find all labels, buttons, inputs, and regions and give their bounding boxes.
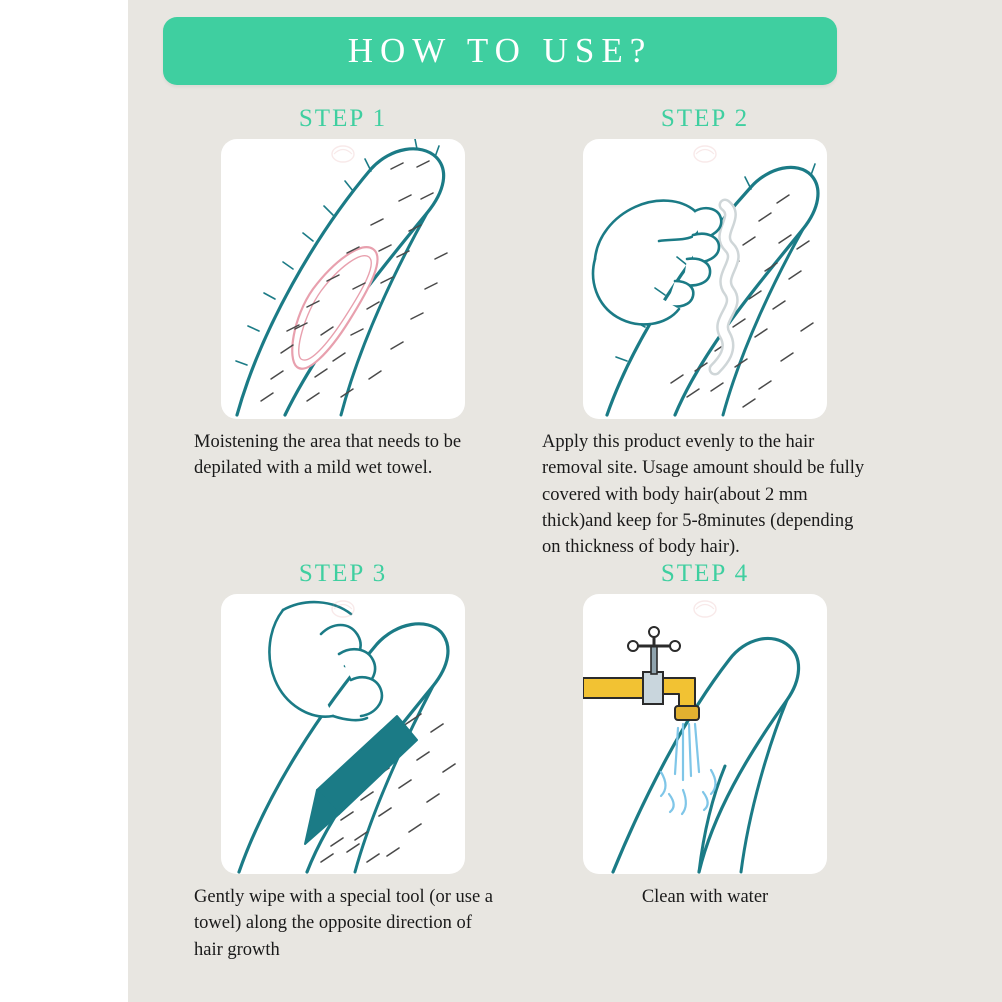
step-3-illustration <box>221 594 465 874</box>
hand-applying-cream-drawing <box>583 139 827 419</box>
step-3-label: STEP 3 <box>298 560 388 587</box>
step-4-label: STEP 4 <box>660 560 750 587</box>
leg-with-towel-drawing <box>221 139 465 419</box>
header-banner <box>163 17 837 85</box>
step-2-label: STEP 2 <box>660 105 750 132</box>
step-4-illustration <box>583 594 827 874</box>
step-1-label: STEP 1 <box>298 105 388 132</box>
step-2 <box>540 105 870 560</box>
step-1 <box>188 105 498 482</box>
step-4 <box>540 560 870 910</box>
step-2-caption: Apply this product evenly to the hair removal site. Usage amount should be fully covered with body hair(about 2 mm thick)and keep for 5-8minutes (depending on thickness of body hair). <box>542 432 865 558</box>
step-2-illustration <box>583 139 827 419</box>
faucet-rinsing-leg-drawing <box>583 594 827 874</box>
wiping-with-tool-drawing <box>221 594 465 874</box>
step-1-caption: Moistening the area that needs to be depilated with a mild wet towel. <box>194 432 462 479</box>
step-4-caption: Clean with water <box>641 887 769 907</box>
step-3-caption: Gently wipe with a special tool (or use a towel) along the opposite direction of hair growth <box>194 887 493 960</box>
step-3 <box>188 560 498 963</box>
step-1-illustration <box>221 139 465 419</box>
poster-canvas <box>128 0 1002 1002</box>
page-title: HOW TO USE? <box>347 31 653 70</box>
